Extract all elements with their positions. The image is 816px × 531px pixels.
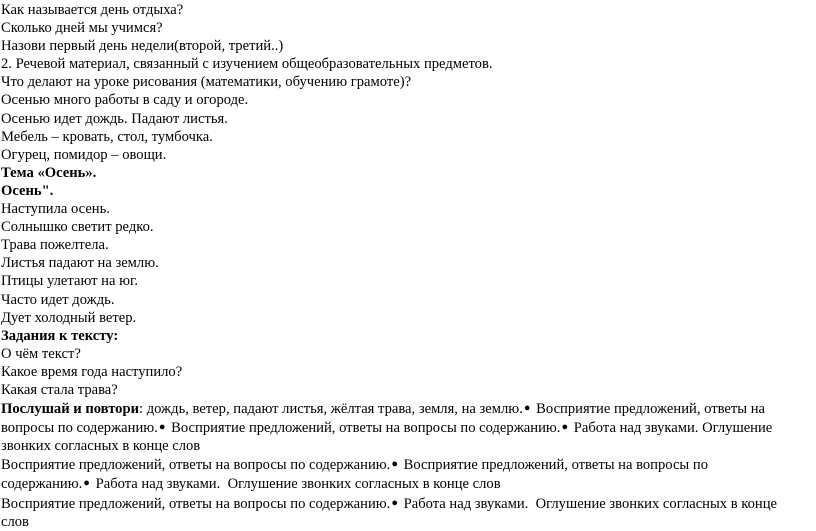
text-title [1,182,809,200]
activities-paragraph [1,455,799,493]
text-title-text: Осень". [1,182,54,199]
bullet-icon: ● [391,496,398,509]
task-question: Какая стала трава? [1,381,118,398]
bullet-icon: ● [391,458,398,471]
activities-paragraph [1,494,799,531]
deafening-text: Оглушение звонких согласных в конце слов [1,495,778,530]
text-line: Листья падают на землю. [1,255,159,272]
perception-text: Восприятие предложений, ответы на вопросы по содержанию. [1,495,391,512]
perception-text: Восприятие предложений, ответы на вопросы по содержанию. [1,457,391,474]
section2-line: Осенью идет дождь. Падают листья. [1,110,228,127]
bullet-icon: ● [523,402,531,415]
task-question: О чём текст? [1,345,81,362]
sounds-text: Работа над звуками. [403,495,529,512]
listen-label: Послушай и повтори [1,401,139,418]
text-line: Наступила осень. [1,201,110,218]
perception-text: Восприятие предложений, ответы на вопросы по содержанию. [171,420,561,437]
text-line: Дует холодный ветер. [1,309,137,326]
text-line: Солнышко светит редко. [1,219,154,236]
text-line: Птицы улетают на юг. [1,273,139,290]
theme-title-text: Тема «Осень». [1,164,97,181]
listen-text: : дождь, ветер, падают листья, жёлтая трава, земля, на землю. [139,401,523,418]
theme-title [1,164,809,182]
question-first-day: Назови первый день недели(второй, третий..) [1,38,284,55]
perception-text: Восприятие предложений, ответы на вопросы по содержанию. [1,457,708,493]
text-line: Трава пожелтела. [1,237,109,254]
document-page [1,1,809,531]
bullet-icon: ● [561,421,569,434]
section2-line: Мебель – кровать, стол, тумбочка. [1,128,213,145]
tasks-title-text: Задания к тексту: [1,327,119,344]
tasks-title [1,327,809,345]
bullet-icon: ● [158,421,166,434]
task-question: Какое время года наступило? [1,363,183,380]
text-line: Часто идет дождь. [1,291,115,308]
bullet-icon: ● [83,477,90,490]
deafening-text: Оглушение звонких согласных в конце слов [227,476,501,493]
listen-paragraph [1,399,799,455]
deafening-text: Оглушение звонких согласных в конце слов [1,420,773,455]
question-study-days: Сколько дней мы учимся? [1,20,163,37]
section-2-heading: 2. Речевой материал, связанный с изучением общеобразовательных предметов. [1,56,493,73]
section2-line: Огурец, помидор – овощи. [1,146,167,163]
question-day-off: Как называется день отдыха? [1,2,184,18]
section2-line: Что делают на уроке рисования (математики, обучению грамоте)? [1,74,412,91]
section2-line: Осенью много работы в саду и огороде. [1,92,249,109]
sounds-text: Работа над звуками. [95,476,221,493]
sounds-text: Работа над звуками. [573,420,699,437]
perception-text: Восприятие предложений, ответы на вопросы по содержанию. [1,401,765,437]
